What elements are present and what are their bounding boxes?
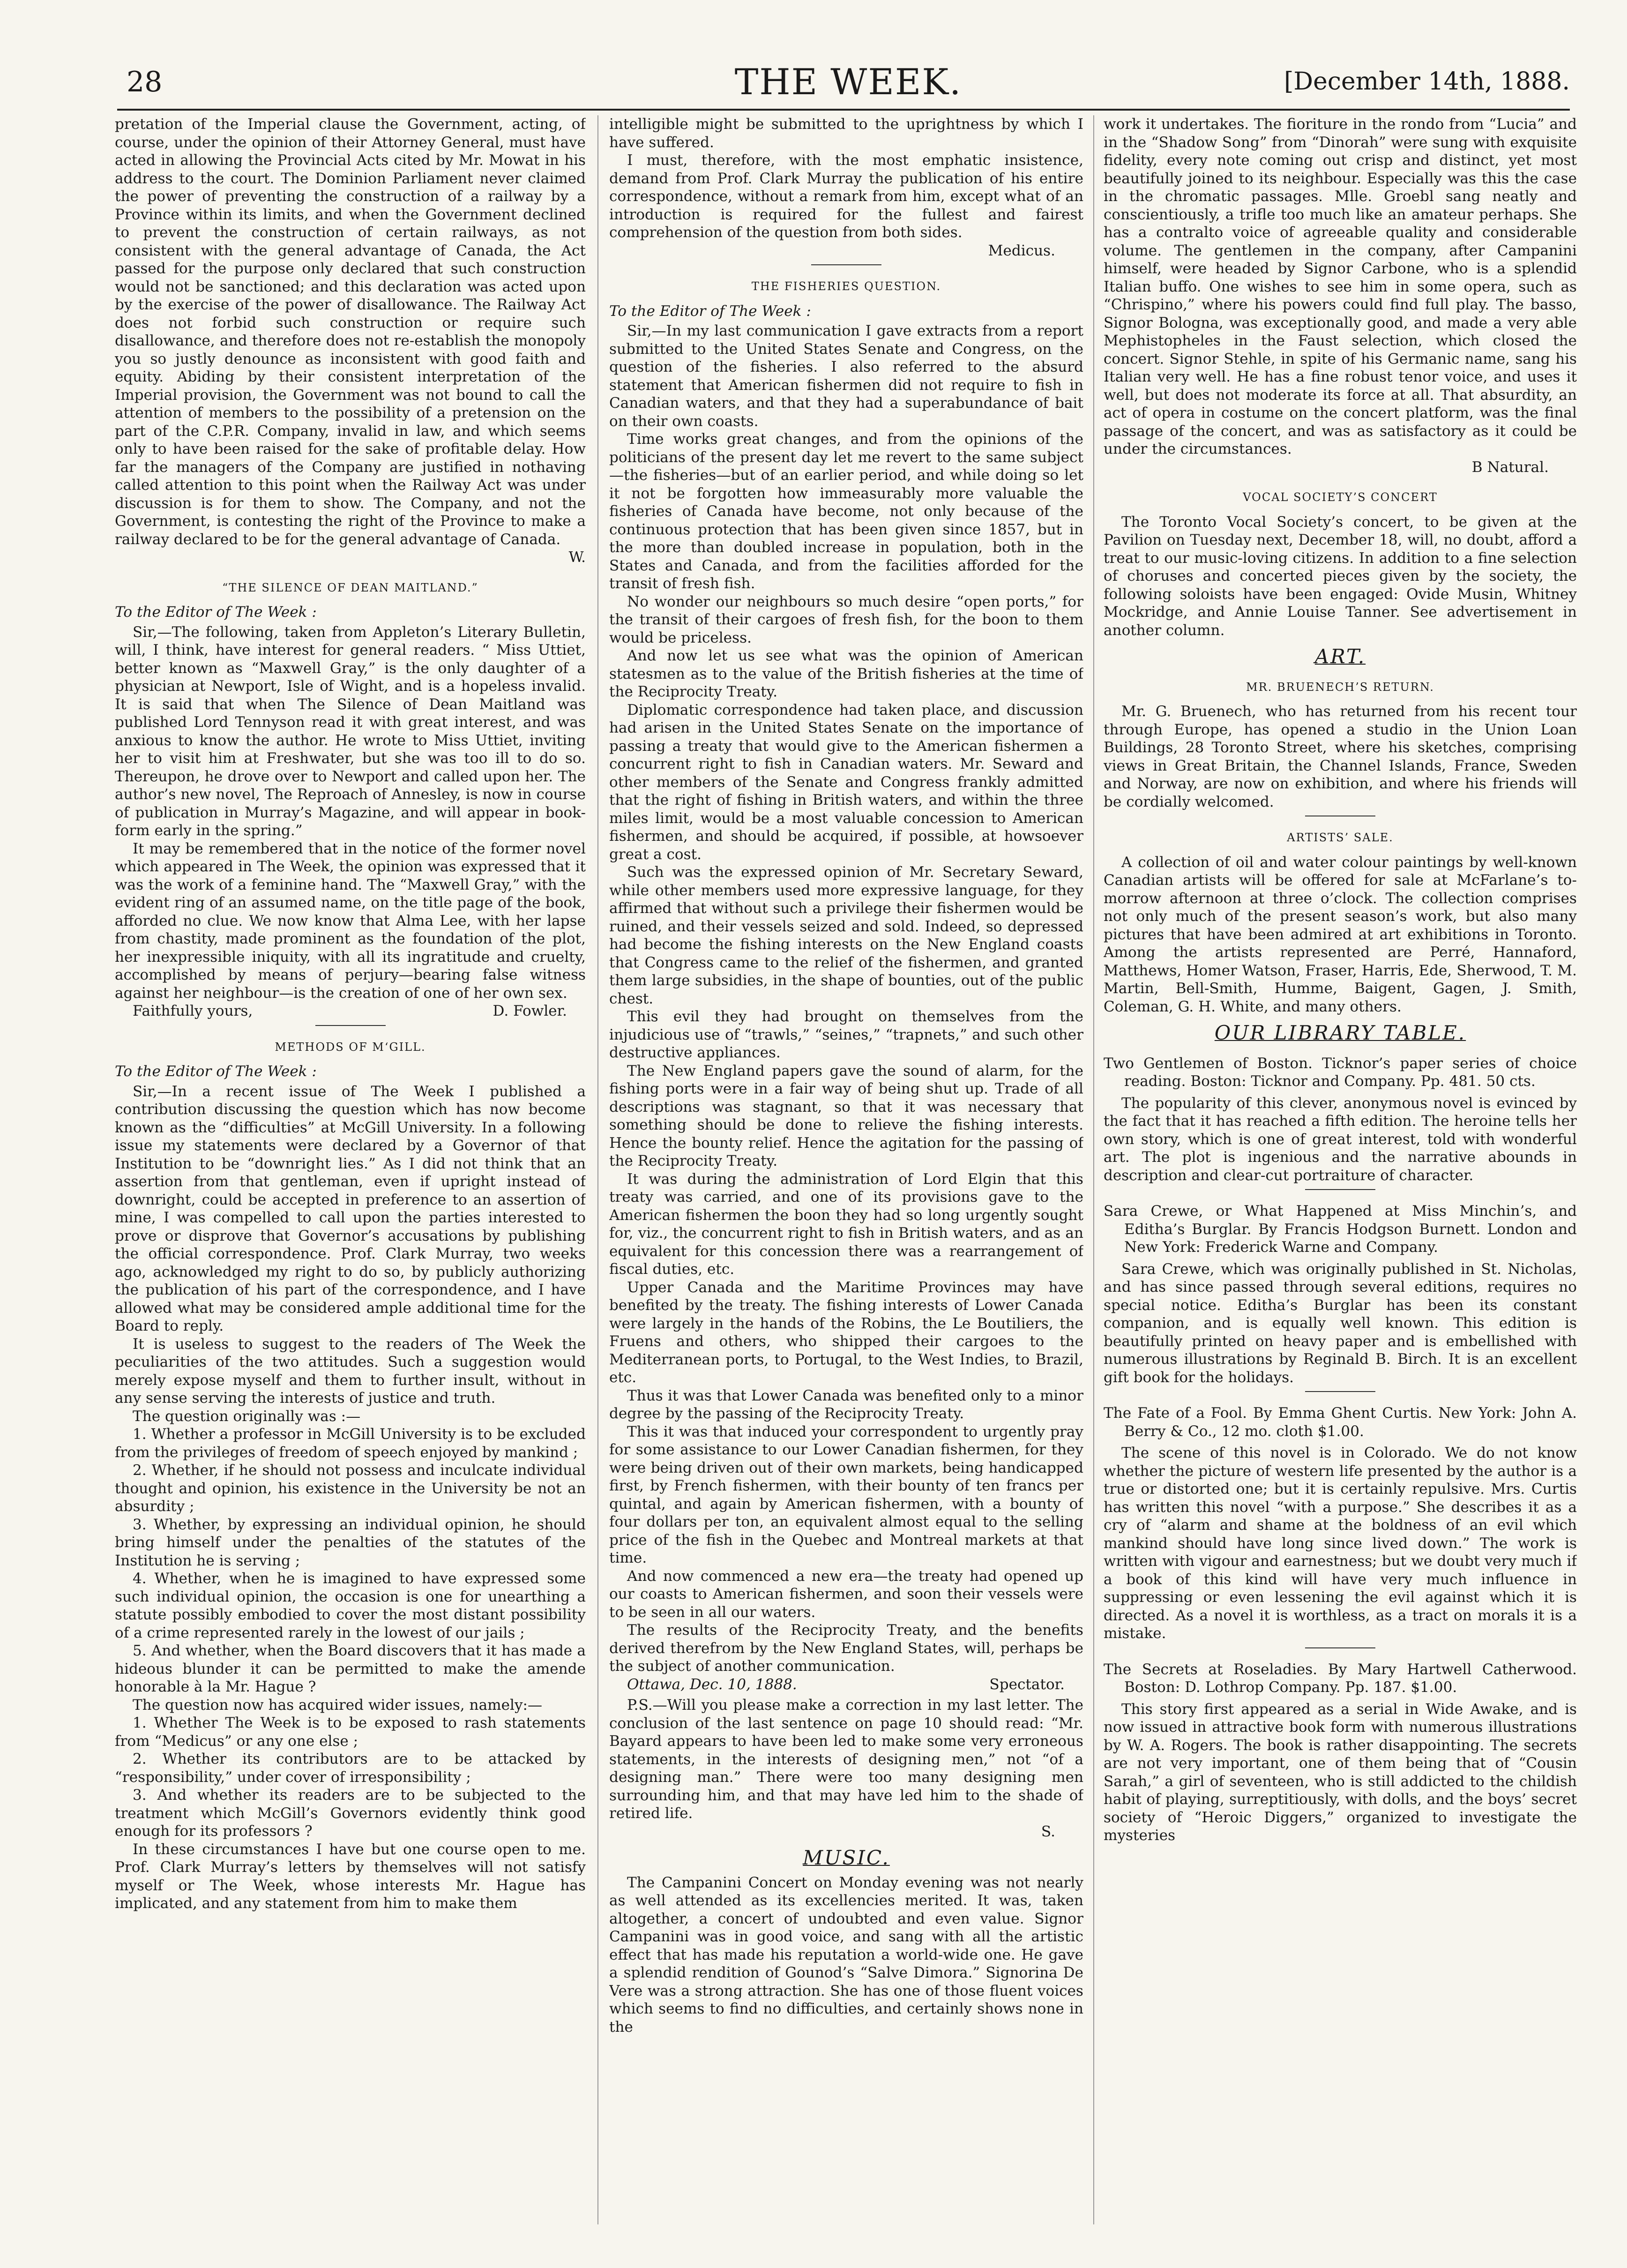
paragraph: The popularity of this clever, anonymous novel is evinced by the fact that it has reached a fifth edition. The heroine tells her own story, which is one of great interest, told with wonderful art. The plot is ingenious and the narrative abounds in description and clear-cut portraiture of character.: [1104, 1094, 1577, 1184]
signature: S.: [1041, 1823, 1055, 1840]
signature: Medicus.: [988, 242, 1055, 259]
divider: [811, 264, 881, 265]
subsection-heading: ARTISTS’ SALE.: [1287, 831, 1394, 844]
book-title: Sara Crewe, or What Happened at Miss Minchin’s, and Editha’s Burglar. By Francis Hodgson Burnett. London and New York: Frederick Warne and Company.: [1104, 1203, 1577, 1256]
book-title: Two Gentlemen of Boston. Ticknor’s paper series of choice reading. Boston: Ticknor and Company. Pp. 481. 50 cts.: [1104, 1055, 1577, 1090]
paragraph: No wonder our neighbours so much desire “open ports,” for the transit of their cargoes of fresh fish, for the boon to them would be priceless.: [609, 593, 1083, 646]
signature: B Natural.: [1471, 458, 1549, 476]
paragraph: This story first appeared as a serial in Wide Awake, and is now issued in attractive book form with numerous illustrations by W. A. Rogers. The book is rather disappointing. The secrets are not very important, one of them being that of “Cousin Sarah,” a girl of seventeen, who is still addicted to the childish habit of playing, surreptitiously, with dolls, and the boys’ secret society of “Heroic Diggers,” organized to investigate the mysteries: [1104, 1700, 1577, 1844]
paragraph: The results of the Reciprocity Treaty, and the benefits derived therefrom by the New England States, will, perhaps be the subject of another communication.: [609, 1622, 1083, 1675]
paragraph: intelligible might be submitted to the uprightness by which I have suffered.: [609, 116, 1083, 151]
paragraph: Upper Canada and the Maritime Provinces may have benefited by the treaty. The fishing interests of Lower Canada were largely in the hands of the Robins, the Le Boutiliers, the Fruens and others, who shipped their cargoes to the Mediterranean ports, to Portugal, to the West Indies, to Brazil, etc.: [609, 1279, 1083, 1386]
paragraph: And now let us see what was the opinion of American statesmen as to the value of the British fisheries at the time of the Reciprocity Treaty.: [609, 647, 1083, 700]
salutation: To the Editor of The Week :: [115, 604, 317, 621]
paragraph: Sir,—In my last communication I gave extracts from a report submitted to the United States Senate and Congress, on the question of the fisheries. I also referred to the absurd statement that American fishermen did not require to fish in Canadian waters, and that they had a superabundance of bait on their own coasts.: [609, 322, 1083, 430]
column-3: [1104, 115, 1577, 2253]
signature: Spectator.: [989, 1676, 1065, 1693]
paragraph: A collection of oil and water colour paintings by well-known Canadian artists will be offered for sale at McFarlane’s to-morrow afternoon at three o’clock. The collection comprises not only much of the present season’s work, but also many pictures that have been admired at art exhibitions in Toronto. Among the artists represented are Perré, Hannaford, Matthews, Homer Watson, Fraser, Harris, Ede, Sherwood, T. M. Martin, Bell-Smith, Humme, Baigent, Gagen, J. Smith, Coleman, G. H. White, and many others.: [1104, 853, 1577, 1015]
salutation: To the Editor of The Week :: [609, 302, 811, 320]
paragraph: Diplomatic correspondence had taken place, and discussion had arisen in the United States Senate on the importance of passing a treaty that would give to the American fishermen a concurrent right to fish in Canadian waters. Mr. Seward and other members of the Senate and Congress frankly admitted that the right of fishing in British waters, and within the three miles limit, would be a most valuable concession to American fishermen, and should be acquired, if possible, at howsoever great a cost.: [609, 701, 1083, 863]
list-item: 1. Whether The Week is to be exposed to rash statements from “Medicus” or any one else ;: [115, 1714, 586, 1750]
column-divider: [1093, 115, 1094, 2224]
dateline: [609, 1676, 1083, 1694]
paragraph: The Toronto Vocal Society’s concert, to be given at the Pavilion on Tuesday next, December 18, will, no doubt, afford a treat to our music-loving citizens. In addition to a fine selection of choruses and concerted pieces given by the society, the following soloists have been engaged: Ovide Musin, Whitney Mockridge, and Annie Louise Tanner. See advertisement in another column.: [1104, 513, 1577, 639]
divider: [1305, 1189, 1375, 1190]
issue-date: [December 14th, 1888.: [1284, 67, 1570, 96]
column-1: [115, 115, 586, 2253]
salutation: To the Editor of The Week :: [115, 1063, 317, 1080]
paragraph: It may be remembered that in the notice of the former novel which appeared in The Week, the opinion was expressed that it was the work of a feminine hand. The “Maxwell Gray,” with the evident ring of an assumed name, on the title page of the book, afforded no clue. We now know that Alma Lee, with her lapse from chastity, made prominent as the foundation of the plot, her inexpressible iniquity, with all its ingratitude and cruelty, accomplished by means of perjury—bearing false witness against her neighbour—is the creation of one of her own sex.: [115, 840, 586, 1002]
section-heading: VOCAL SOCIETY’S CONCERT: [1243, 491, 1438, 504]
page-number: 28: [127, 66, 163, 98]
masthead-title: THE WEEK.: [734, 61, 962, 103]
section-heading: MUSIC.: [803, 1846, 890, 1869]
book-title: The Secrets at Roseladies. By Mary Hartwell Catherwood. Boston: D. Lothrop Company. Pp. 187. $1.00.: [1104, 1661, 1577, 1696]
place-date: Ottawa, Dec. 10, 1888.: [627, 1676, 797, 1693]
paragraph: It was during the administration of Lord Elgin that this treaty was carried, and one of its provisions gave to the American fishermen the boon they had so long urgently sought for, viz., the concurrent right to fish in British waters, and as an equivalent for this concession there was a rearrangement of fiscal duties, etc.: [609, 1170, 1083, 1278]
closing: Faithfully yours,: [133, 1003, 253, 1019]
list-item: 2. Whether, if he should not possess and inculcate individual thought and opinion, his existence in the University be not an absurdity ;: [115, 1462, 586, 1515]
subsection-heading: MR. BRUENECH’S RETURN.: [1246, 680, 1434, 694]
list-item: 3. And whether its readers are to be subjected to the treatment which McGill’s Governors evidently think good enough for its professors ?: [115, 1787, 586, 1840]
column-divider: [597, 115, 598, 2224]
paragraph: The question originally was :—: [133, 1407, 361, 1425]
paragraph: It is useless to suggest to the readers of The Week the peculiarities of the two attitudes. Such a suggestion would merely expose myself and them to further insult, without in any sense serving the interests of justice and truth.: [115, 1335, 586, 1407]
paragraph: I must, therefore, with the most emphatic insistence, demand from Prof. Clark Murray the publication of his entire correspondence, without a remark from him, except what of an introduction is required for the fullest and fairest comprehension of the question from both sides.: [609, 152, 1083, 241]
section-heading: “THE SILENCE OF DEAN MAITLAND.”: [222, 581, 478, 594]
paragraph: This evil they had brought on themselves from the injudicious use of “trawls,” “seines,” “trapnets,” and such other destructive appliances.: [609, 1008, 1083, 1061]
list-item: 1. Whether a professor in McGill University is to be excluded from the privileges of freedom of speech enjoyed by mankind ;: [115, 1426, 586, 1461]
paragraph: The Campanini Concert on Monday evening was not nearly as well attended as its excellencies merited. It was, taken altogether, a concert of undoubted and even value. Signor Campanini was in good voice, and sang with all the artistic effect that has made his reputation a world-wide one. He gave a splendid rendition of Gounod’s “Salve Dimora.” Signorina De Vere was a strong attraction. She has one of those fluent voices which seems to find no difficulties, and certainly shows none in the: [609, 1874, 1083, 2036]
list-item: 2. Whether its contributors are to be attacked by “responsibility,” under cover of irresponsibility ;: [115, 1751, 586, 1786]
paragraph: Time works great changes, and from the opinions of the politicians of the present day let me revert to the same subject—the fisheries—but of an earlier period, and while doing so let it not be forgotten how immeasurably more valuable the fisheries of Canada have become, not only because of the continuous protection that has been given since 1857, but in the more than doubled increase in population, both in the States and Canada, and from the facilities afforded for the transit of fresh fish.: [609, 431, 1083, 592]
paragraph: Sir,—In a recent issue of The Week I published a contribution discussing the question which has now become known as the “difficulties” at McGill University. In a following issue my statements were declared by a Governor of that Institution to be “downright lies.” As I did not think that an assertion from that gentleman, even if upright instead of downright, could be accepted in preference to an assertion of mine, I was compelled to call upon the parties interested to prove or disprove that Governor’s accusations by publishing the official correspondence. Prof. Clark Murray, two weeks ago, acknowledged my right to do so, by publicly authorizing the publication of his part of the correspondence, and I have allowed what may be considered ample additional time for the Board to reply.: [115, 1083, 586, 1334]
paragraph: Such was the expressed opinion of Mr. Secretary Seward, while other members used more expressive language, for they affirmed that without such a privilege their fishermen would be ruined, and their vessels seized and sold. Indeed, so depressed had become the fishing interests on the New England coasts that Congress came to the relief of the fishermen, and granted them large subsidies, in the shape of bounties, out of the public chest.: [609, 864, 1083, 1007]
paragraph: Mr. G. Bruenech, who has returned from his recent tour through Europe, has opened a studio in the Union Loan Buildings, 28 Toronto Street, where his sketches, comprising views in Great Britain, the Channel Islands, France, Sweden and Norway, are now on exhibition, and where his friends will be cordially welcomed.: [1104, 703, 1577, 810]
paragraph: Sara Crewe, which was originally published in St. Nicholas, and has since passed through several editions, requires no special notice. Editha’s Burglar has been its constant companion, and is equally well known. This edition is beautifully printed on heavy paper and is embellished with numerous illustrations by Reginald B. Birch. It is an excellent gift book for the holidays.: [1104, 1260, 1577, 1386]
closing-line: [115, 1002, 586, 1020]
book-title: The Fate of a Fool. By Emma Ghent Curtis. New York: John A. Berry & Co., 12 mo. cloth $1.00.: [1104, 1405, 1577, 1440]
paragraph: Thus it was that Lower Canada was benefited only to a minor degree by the passing of the Reciprocity Treaty.: [609, 1387, 1083, 1422]
paragraph: This it was that induced your correspondent to urgently pray for some assistance to our Lower Canadian fishermen, for they were being driven out of their own markets, being handicapped first, by French fishermen, with their bounty of ten francs per quintal, and again by American fishermen, with a bounty of four dollars per ton, an equivalent almost equal to the selling price of the fish in the Quebec and Montreal markets at that time.: [609, 1423, 1083, 1566]
paragraph: P.S.—Will you please make a correction in my last letter. The conclusion of the last sentence on page 10 should read: “Mr. Bayard appears to have been led to make some very erroneous statements, in the interests of designing men,” not “of a designing man.” There were too many designing men surrounding him, and that may have led him to the shade of retired life.: [609, 1697, 1083, 1822]
section-heading: METHODS OF M‘GILL.: [275, 1040, 426, 1054]
divider: [1305, 1391, 1375, 1392]
paragraph: Sir,—The following, taken from Appleton’s Literary Bulletin, will, I think, have interest for general readers. “ Miss Uttiet, better known as “Maxwell Gray,” is the only daughter of a physician at Newport, Isle of Wight, and is a hopeless invalid. It is said that when The Silence of Dean Maitland was published Lord Tennyson read it with great interest, and was anxious to know the author. He wrote to Miss Uttiet, inviting her to visit him at Freshwater, but she was too ill to do so. Thereupon, he drove over to Newport and called upon her. The author’s new novel, The Reproach of Annesley, is now in course of publication in Murray’s Magazine, and will appear in book-form early in the spring.”: [115, 623, 586, 839]
section-heading: OUR LIBRARY TABLE.: [1214, 1021, 1466, 1044]
list-item: 5. And whether, when the Board discovers that it has made a hideous blunder it can be permitted to make the amende honorable à la Mr. Hague ?: [115, 1642, 586, 1695]
section-heading: THE FISHERIES QUESTION.: [751, 280, 941, 293]
paragraph: The New England papers gave the sound of alarm, for the fishing ports were in a fair way of being shut up. Trade of all descriptions was stagnant, so that it was necessary that something should be done to relieve the fishing interests. Hence the bounty relief. Hence the agitation for the passing of the Reciprocity Treaty.: [609, 1062, 1083, 1169]
section-heading: ART.: [1314, 645, 1366, 668]
list-item: 3. Whether, by expressing an individual opinion, he should bring himself under the penalties of the statutes of the Institution he is serving ;: [115, 1516, 586, 1569]
header-rule: [117, 109, 1570, 111]
paragraph: pretation of the Imperial clause the Government, acting, of course, under the opinion of their Attorney General, must have acted in allowing the Provincial Acts cited by Mr. Mowat in his address to the court. The Dominion Parliament never claimed the power of preventing the construction of a railway by a Province within its limits, and when the Government declined to prevent the construction of certain railways, as not consistent with the general advantage of Canada, the Act passed for the purpose only declared that such construction would not be sanctioned; and this declaration was acted upon by the exercise of the power of disallowance. The Railway Act does not forbid such construction or require such disallowance, and therefore does not re-establish the monopoly you so justly denounce as inconsistent with good faith and equity. Abiding by their consistent interpretation of the Imperial provision, the Government was not bound to call the attention of members to the possibility of a pretension on the part of the C.P.R. Company, invalid in law, and which seems only to have been raised for the sake of profitable delay. How far the managers of the Company are justified in nothaving called attention to this point when the Railway Act was under discussion is for them to show. The Company, and not the Government, is contesting the right of the Province to make a railway declared to be for the general advantage of Canada.: [115, 116, 586, 548]
paragraph: The question now has acquired wider issues, namely:—: [133, 1696, 543, 1714]
signature: D. Fowler.: [493, 1003, 567, 1019]
column-2: [609, 115, 1083, 2253]
divider: [315, 1025, 386, 1026]
divider: [1305, 1647, 1375, 1648]
paragraph: The scene of this novel is in Colorado. We do not know whether the picture of western life presented by the author is a true or distorted one; but it is certainly repulsive. Mrs. Curtis has written this novel “with a purpose.” She describes it as a cry of “alarm and shame at the boldness of an evil which mankind should have long since lived down.” The work is written with vigour and earnestness; but we doubt very much if a book of this kind will have very much influence in suppressing or even lessening the evil against which it is directed. As a novel it is worthless, as a tract on morals it is a mistake.: [1104, 1445, 1577, 1642]
paragraph: In these circumstances I have but one course open to me. Prof. Clark Murray’s letters by themselves will not satisfy myself or The Week, whose interests Mr. Hague has implicated, and any statement from him to make them: [115, 1841, 586, 1912]
running-header: [127, 61, 1570, 112]
list-item: 4. Whether, when he is imagined to have expressed some such individual opinion, the occasion is one for unearthing a statute possibly embodied to cover the most distant possibility of a crime represented rarely in the lowest of our jails ;: [115, 1570, 586, 1641]
paragraph: And now commenced a new era—the treaty had opened up our coasts to American fishermen, and soon their vessels were to be seen in all our waters.: [609, 1567, 1083, 1621]
signature: W.: [568, 549, 586, 566]
paragraph: work it undertakes. The fioriture in the rondo from “Lucia” and in the “Shadow Song” from “Dinorah” were sung with exquisite fidelity, every note coming out crisp and distinct, yet most beautifully joined to its neighbour. Especially was this the case in the chromatic passages. Mlle. Groebl sang neatly and conscientiously, a trifle too much like an amateur perhaps. She has a contralto voice of agreeable quality and considerable volume. The gentlemen in the company, after Campanini himself, were headed by Signor Carbone, who is a splendid Italian buffo. One wishes to see him in some opera, such as “Chrispino,” where his powers could find full play. The basso, Signor Bologna, was exceptionally good, and made a very able Mephistopheles in the Faust selection, which closed the concert. Signor Stehle, in spite of his Germanic name, sang his Italian very well. He has a fine robust tenor voice, and uses it well, but does not moderate its force at all. That absurdity, an act of opera in costume on the concert platform, was the final passage of the concert, and was as satisfactory as it could be under the circumstances.: [1104, 116, 1577, 457]
